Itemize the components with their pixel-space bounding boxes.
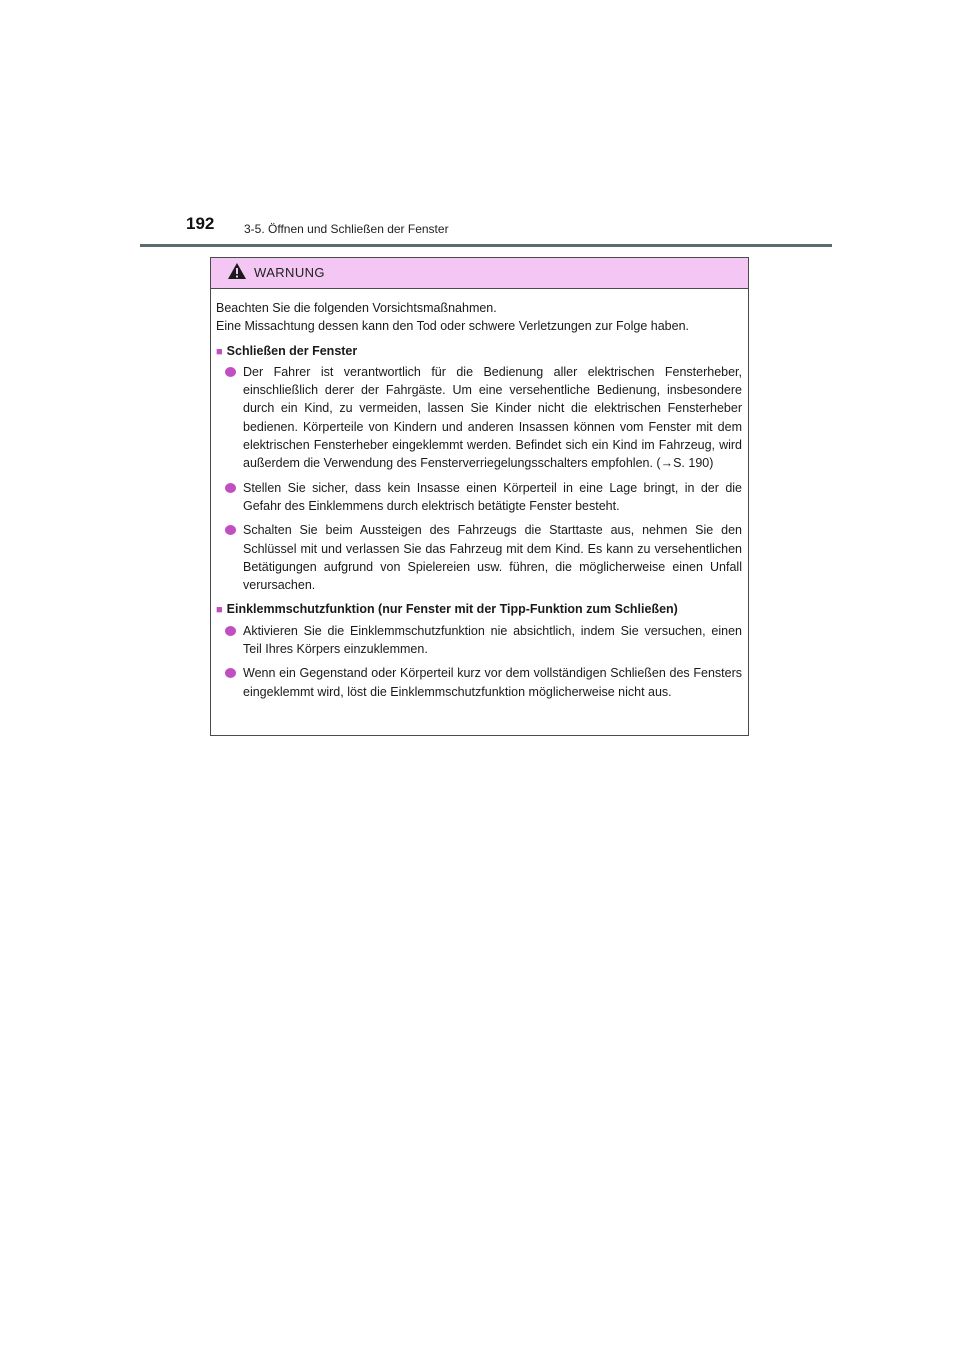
page-number: 192 <box>186 214 215 233</box>
section-heading <box>216 600 742 619</box>
circle-bullet-icon <box>225 483 236 493</box>
list-item-text: Wenn ein Gegenstand oder Körperteil kurz vor dem vollständigen Schließen des Fensters eingeklemmt wird, löst die Einklemmschutzfunktion möglicherweise nicht aus. <box>243 666 742 699</box>
square-bullet-icon: ■ <box>216 604 223 617</box>
square-bullet-icon: ■ <box>216 345 223 358</box>
circle-bullet-icon <box>225 525 236 535</box>
intro-line: Beachten Sie die folgenden Vorsichtsmaßnahmen. <box>216 301 497 315</box>
warning-header <box>211 258 748 289</box>
warning-section <box>216 600 742 700</box>
list-item <box>225 363 742 473</box>
list-item-text: Stellen Sie sicher, dass kein Insasse einen Körperteil in eine Lage bringt, in der die Gefahr des Einklemmens durch elektrisch betätigte Fenster besteht. <box>243 480 742 513</box>
circle-bullet-icon <box>225 668 236 678</box>
warning-title: WARNUNG <box>254 265 325 280</box>
section-heading-text: Einklemmschutzfunktion (nur Fenster mit der Tipp-Funktion zum Schließen) <box>226 602 678 617</box>
list-item-text: Aktivieren Sie die Einklemmschutzfunktion nie absichtlich, indem Sie versuchen, einen Teil Ihres Körpers einzuklemmen. <box>243 623 742 657</box>
warning-box <box>210 257 749 736</box>
warning-intro <box>216 299 742 336</box>
intro-line: Eine Missachtung dessen kann den Tod oder schwere Verletzungen zur Folge haben. <box>216 319 689 334</box>
circle-bullet-icon <box>225 626 236 636</box>
section-heading <box>216 342 742 361</box>
list-item <box>225 664 742 701</box>
list-item <box>225 521 742 594</box>
warning-triangle-icon <box>227 262 247 280</box>
section-heading-text: Schließen der Fenster <box>226 343 358 358</box>
warning-body <box>211 289 748 701</box>
list-item-text: Der Fahrer ist verantwortlich für die Bedienung aller elektrischen Fensterheber, einschließlich derer der Fahrgäste. Um eine versehentliche Bedienung, insbesondere durch ein Kind, zu vermeiden, lassen Sie Kinder nicht die elektrischen Fensterheber bedienen. Körperteile von Kindern und anderen Insassen können vom Fenster mit dem elektrischen Fensterheber eingeklemmt werden. Befindet sich ein Kind im Fahrzeug, wird außerdem die Verwendung des Fensterverriegelungsschalters empfohlen. (→S. 190) <box>243 364 742 471</box>
header-rule <box>140 244 832 247</box>
list-item-text: Schalten Sie beim Aussteigen des Fahrzeugs die Starttaste aus, nehmen Sie den Schlüssel mit und verlassen Sie das Fahrzeug mit dem Kind. Es kann zu versehentlichen Betätigungen aufgrund von Spielereien usw. führen, die möglicherweise einen Unfall verursachen. <box>243 523 742 593</box>
section-title: 3-5. Öffnen und Schließen der Fenster <box>244 222 449 236</box>
circle-bullet-icon <box>225 367 236 377</box>
list-item <box>225 479 742 516</box>
warning-section <box>216 342 742 595</box>
list-item <box>225 622 742 659</box>
